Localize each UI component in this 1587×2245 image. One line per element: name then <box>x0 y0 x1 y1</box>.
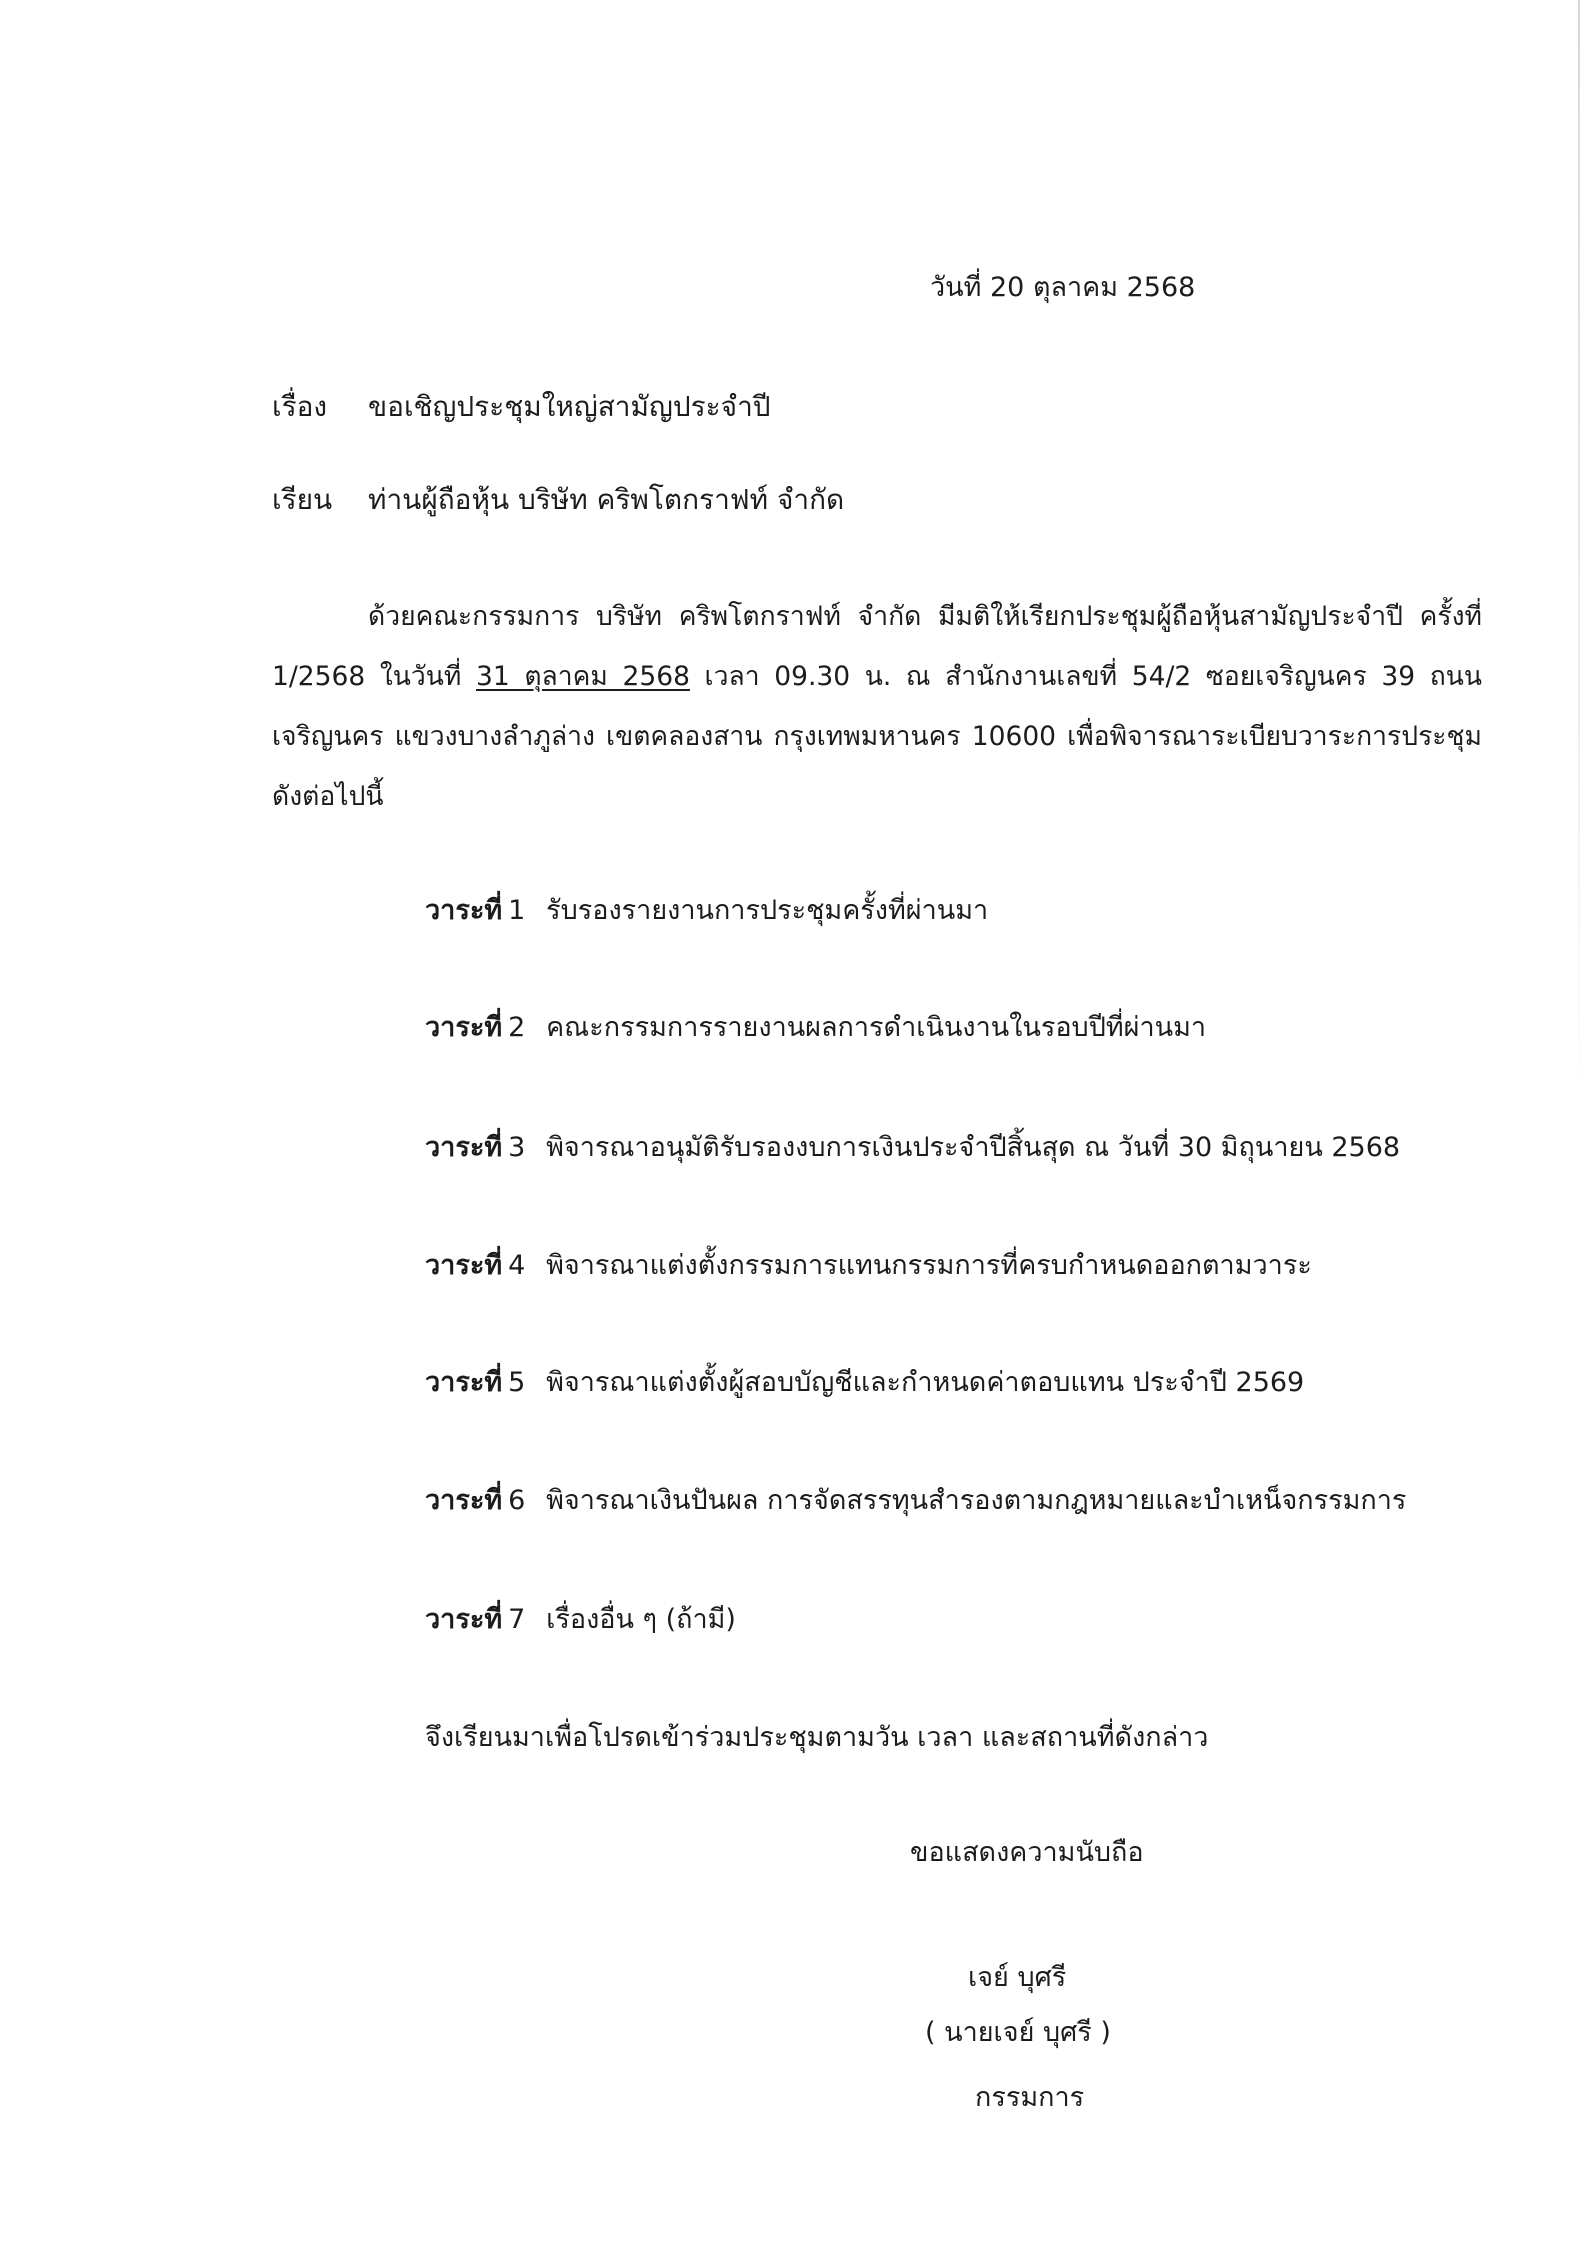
agenda-text: รับรองรายงานการประชุมครั้งที่ผ่านมา <box>546 895 989 926</box>
agenda-text: พิจารณาอนุมัติรับรองงบการเงินประจำปีสิ้นสุด ณ วันที่ 30 มิถุนายน 2568 <box>546 1132 1401 1163</box>
agenda-number: 5 <box>508 1367 526 1398</box>
agenda-item <box>425 1125 1400 1168</box>
agenda-text: พิจารณาแต่งตั้งผู้สอบบัญชีและกำหนดค่าตอบแทน ประจำปี 2569 <box>546 1367 1305 1398</box>
agenda-item <box>425 1243 1312 1286</box>
recipient-line <box>272 478 844 522</box>
agenda-label: วาระที่ <box>425 895 503 926</box>
signatory-full-name: ( นายเจย์ บุศรี ) <box>925 2017 1111 2048</box>
scan-edge-line <box>1578 0 1580 1120</box>
agenda-label: วาระที่ <box>425 1604 503 1635</box>
agenda-text: คณะกรรมการรายงานผลการดำเนินงานในรอบปีที่ผ่านมา <box>546 1012 1207 1043</box>
agenda-number: 1 <box>508 895 526 926</box>
body-text-part2: เวลา 09.30 น. ณ สำนักงานเลขที่ 54/2 ซอยเจริญนคร 39 ถนนเจริญนคร แขวงบางลำภูล่าง เขตคลองสาน กรุงเทพมหานคร 10600 เพื่อพิจารณาระเบียบวาระการประชุมดังต่อไปนี้ <box>272 661 1482 812</box>
closing-sentence: จึงเรียนมาเพื่อโปรดเข้าร่วมประชุมตามวัน เวลา และสถานที่ดังกล่าว <box>425 1722 1209 1753</box>
subject-text: ขอเชิญประชุมใหญ่สามัญประจำปี <box>368 390 771 423</box>
agenda-text: พิจารณาแต่งตั้งกรรมการแทนกรรมการที่ครบกำหนดออกตามวาระ <box>546 1250 1312 1281</box>
signatory-title: กรรมการ <box>975 2082 1085 2113</box>
agenda-number: 6 <box>508 1485 526 1516</box>
agenda-item <box>425 1478 1406 1521</box>
recipient-text: ท่านผู้ถือหุ้น บริษัท คริพโตกราฟท์ จำกัด <box>368 483 845 516</box>
agenda-label: วาระที่ <box>425 1250 503 1281</box>
agenda-label: วาระที่ <box>425 1485 503 1516</box>
agenda-item <box>425 1005 1206 1048</box>
agenda-number: 2 <box>508 1012 526 1043</box>
agenda-number: 7 <box>508 1604 526 1635</box>
subject-label: เรื่อง <box>272 390 328 423</box>
subject-line <box>272 385 771 429</box>
recipient-label: เรียน <box>272 483 333 516</box>
agenda-text: พิจารณาเงินปันผล การจัดสรรทุนสำรองตามกฎหมายและบำเหน็จกรรมการ <box>546 1485 1407 1516</box>
regards-line: ขอแสดงความนับถือ <box>910 1837 1144 1868</box>
signature-name: เจย์ บุศรี <box>968 1962 1067 1993</box>
agenda-item <box>425 1597 736 1640</box>
meeting-date: 31 ตุลาคม 2568 <box>476 661 690 692</box>
agenda-label: วาระที่ <box>425 1367 503 1398</box>
agenda-item <box>425 888 988 931</box>
agenda-label: วาระที่ <box>425 1012 503 1043</box>
body-paragraph <box>272 587 1482 827</box>
agenda-label: วาระที่ <box>425 1132 503 1163</box>
agenda-number: 4 <box>508 1250 526 1281</box>
letter-date: วันที่ 20 ตุลาคม 2568 <box>930 272 1196 303</box>
agenda-text: เรื่องอื่น ๆ (ถ้ามี) <box>546 1604 736 1635</box>
agenda-number: 3 <box>508 1132 526 1163</box>
agenda-item <box>425 1360 1304 1403</box>
body-text-part1: ด้วยคณะกรรมการ บริษัท คริพโตกราฟท์ จำกัด มีมติให้เรียกประชุมผู้ถือหุ้นสามัญประจำปี ครั้งที่ 1/2568 ในวันที่ <box>272 601 1482 692</box>
